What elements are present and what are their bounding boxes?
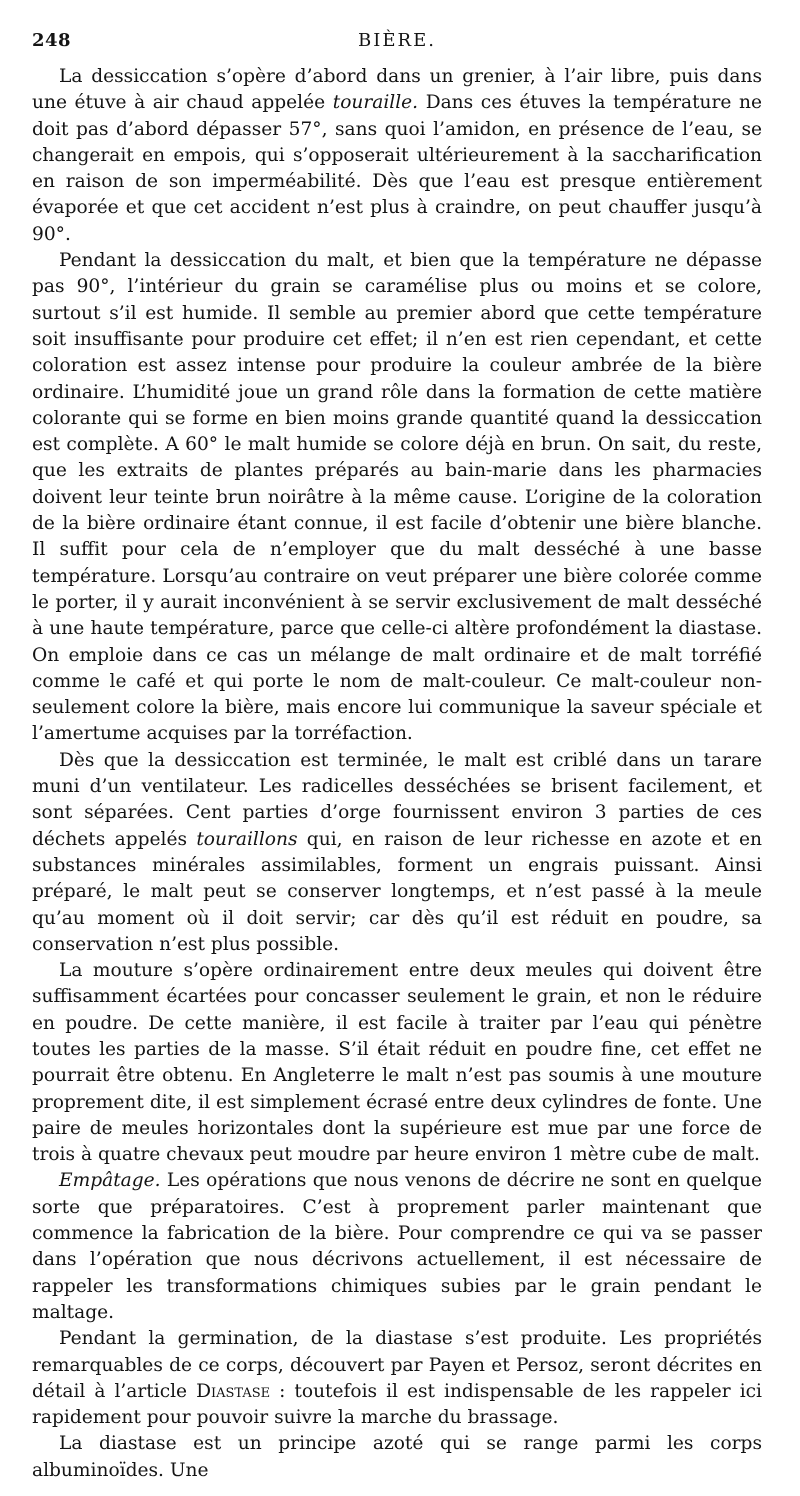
paragraph [32,958,762,1168]
paragraph [32,748,762,958]
text-run: Dès que la dessiccation est terminée, le malt est criblé dans un tarare muni d’un ventilateur. Les radicelles desséchées se brisent facilement, et sont séparées. Cent parties d’orge fournissent environ 3 parties de ces déchets appelés [32,749,762,850]
text-run: : toutefois il est indispensable de les rappeler ici rapidement pour pouvoir suivre la marche du brassage. [32,1380,762,1429]
paragraph [32,64,762,248]
paragraph [32,1326,762,1431]
text-run: La diastase est un principe azoté qui se range parmi les corps albuminoïdes. Une [32,1433,762,1481]
text-run: Dans ces étuves la température ne doit pas d’abord dépasser 57°, sans quoi l’amidon, en présence de l’eau, se changerait en empois, qui s’opposerait ultérieurement à la saccharification en raison de son imperméabilité. Dès que l’eau est presque entièrement évaporée et que cet accident n’est plus à craindre, on peut chauffer jusqu’à 90°. [32,92,762,245]
text-run: Pendant la germination, de la diastase s’est produite. Les propriétés remarquables de ce corps, découvert par Payen et Persoz, seront décrites en détail à l’article [32,1328,762,1402]
text-run: Pendant la dessiccation du malt, et bien que la température ne dépasse pas 90°, l’intérieur du grain se caramélise plus ou moins et se colore, surtout s’il est humide. Il semble au premier abord que cette température soit insuffisante pour produire cet effet; il n’en est rien cependant, et cette coloration est assez intense pour produire la couleur ambrée de la bière ordinaire. L’humidité joue un grand rôle dans la formation de cette matière colorante qui se forme en bien moins grande quantité quand la dessiccation est complète. A 60° le malt humide se colore déjà en brun. On sait, du reste, que les extraits de plantes préparés au bain-marie dans les pharmacies doivent leur teinte brun noirâtre à la même cause. L’origine de la coloration de la bière ordinaire étant connue, il est facile d’obtenir une bière blanche. Il suffit pour cela de n’employer que du malt desséché à une basse température. Lorsqu’au contraire on veut préparer une bière colorée comme le porter, il y aurait inconvénient à se servir exclusivement de malt desséché à une haute température, parce que celle-ci altère profondément la diastase. On emploie dans ce cas un mélange de malt ordinaire et de malt torréfié comme le café et qui porte le nom de malt-couleur. Ce malt-couleur non-seulement colore la bière, mais encore lui communique la saveur spéciale et l’amertume acquises par la torréfaction. [32,250,762,745]
text-run: qui, en raison de leur richesse en azote et en substances minérales assimilables, forment un engrais puissant. Ainsi préparé, le malt peut se conserver longtemps, et n’est passé à la meule qu’au moment où il doit servir; car dès qu’il est réduit en poudre, sa conservation n’est plus possible. [32,828,762,955]
page-header [32,30,762,56]
italic-term: Empâtage. [59,1170,161,1192]
text-run: La dessiccation s’opère d’abord dans un grenier, à l’air libre, puis dans une étuve à air chaud appelée [32,66,762,114]
text-run: La mouture s’opère ordinairement entre deux meules qui doivent être suffisamment écartées pour concasser seulement le grain, et non le réduire en poudre. De cette manière, il est facile à traiter par l’eau qui pénètre toutes les parties de la masse. S’il était réduit en poudre fine, cet effet ne pourrait être obtenu. En Angleterre le malt n’est pas soumis à une mouture proprement dite, il est simplement écrasé entre deux cylindres de fonte. Une paire de meules horizontales dont la supérieure est mue par une force de trois à quatre chevaux peut moudre par heure environ 1 mètre cube de malt. [32,960,762,1166]
page-number: 248 [32,30,72,51]
text-run: Les opérations que nous venons de décrire ne sont en quelque sorte que préparatoires. C’est à proprement parler maintenant que commence la fabrication de la bière. Pour comprendre ce qui va se passer dans l’opération que nous décrivons actuellement, il est nécessaire de rappeler les transformations chimiques subies par le grain pendant le maltage. [32,1170,762,1323]
body-text [32,64,762,1484]
italic-term: touraille. [332,92,419,114]
smallcaps-term: Diastase [196,1380,271,1402]
paragraph [32,1168,762,1326]
paragraph [32,248,762,748]
paragraph [32,1431,762,1484]
italic-term: touraillons [196,828,298,850]
running-title: BIÈRE. [358,30,436,51]
